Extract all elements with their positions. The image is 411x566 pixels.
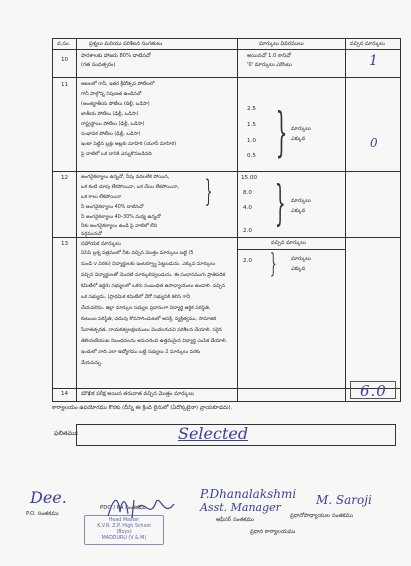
header-sno: వ.సం.: [57, 41, 71, 47]
row-text: ఒక కంటి చూపు లేకపోయినా, ఒక చేయి లేకపోయినా,: [81, 185, 180, 190]
row-text: ఇందులో నాది ఎలా ఉద్యోగము బట్టి సభ్యులు 2 మార్కులు వరకు: [81, 350, 201, 355]
row-divider: [53, 171, 400, 172]
row-divider: [53, 49, 400, 50]
row-text: మౌఖిక పరీక్ష అయిన తరువాత వచ్చిన మొత్తం మార్కులు: [81, 391, 194, 397]
row-title: సహాయక మార్కులు: [81, 241, 121, 247]
row-text: పై వాటిలో ఒక దానికి ఎన్నుకొనబడినది: [81, 152, 152, 157]
row-text: సేవాతత్పరత, నాయకత్వలక్షణములు మొదలగునవి పరిశీలన చేయాలి. సరైన: [81, 328, 223, 333]
row-text: నీ అంగవైకల్యాలు 40% దాటినచో: [81, 205, 144, 210]
row-text: కమిటీలో ఇద్దరు సభ్యులలో ఒకరు సంబంధిత ఉపాధ్యాయులు ఉండాలి. వచ్చిన: [81, 284, 226, 289]
row-divider: [53, 77, 400, 78]
row-text: పారశాలకు హాజరు 80% దాటినచో: [81, 53, 151, 59]
marks-header: వచ్చిన మార్కులు: [271, 240, 306, 246]
row-divider: [53, 237, 400, 238]
asst-signature-name: P.Dhanalakshmi: [200, 487, 297, 501]
score-value: 2.5: [247, 106, 256, 112]
score-value: 2.0: [243, 228, 252, 234]
col-divider: [345, 39, 346, 401]
po-signature: Dee.: [30, 488, 67, 507]
stamp-text: Head Master: [108, 518, 140, 523]
row-text: వర్గమునచో: [81, 232, 102, 237]
asst-signature-title: Asst. Manager: [200, 501, 281, 514]
marks-label: మార్కులు: [291, 256, 311, 262]
row-number: 11: [61, 82, 69, 88]
row-text: గానీ పాల్గొన్న నిపుణత ఉండినచో: [81, 92, 142, 97]
row-text: నీకు అంగవైకల్యాలు ఉండి పై వాటిలో లేని: [81, 224, 158, 229]
score-value: 1.0: [247, 138, 256, 144]
row-text: ఒక సభ్యుడు, (ప్రాథమిక కమిటీలో వేరో సభ్యునికి కలిసి గానీ: [81, 295, 191, 300]
header-parameter: ప్రశ్నలు మరియు పరిశీలన సంగతులు: [89, 41, 163, 47]
row-text: ఆటలలో గానీ, ఇతర క్రీడోత్సవ పోటీలలో: [81, 82, 155, 87]
headmaster-signature: [104, 490, 184, 522]
awarded-mark: 1: [369, 53, 378, 69]
total-box: [350, 381, 396, 399]
row-text: ఒక కాలు లేకపోయినా: [81, 195, 122, 200]
evaluation-table: [52, 38, 401, 402]
sub-divider: [237, 249, 345, 250]
score-value: 2.0: [243, 258, 252, 264]
score-value: 0.5: [247, 153, 256, 159]
row-text: జాతీయ పోటీలు (ఢిల్లీ, ఒడిసా): [81, 112, 139, 117]
row-text: చేయవలెను. జిల్లా మార్కుల సభ్యుల ప్రధానంగా విద్యార్థి ఆర్థిక పరిస్థితి,: [81, 306, 211, 311]
stamp-text: K.V.R. Z.P. High School (Boys): [97, 523, 151, 535]
row-text: వేయవచ్చు.: [81, 361, 103, 366]
principal-label: ప్రధానోపాధ్యాయుల సంతకము: [290, 513, 353, 519]
principal-signature: M. Saroji: [316, 493, 372, 507]
row-number: 14: [61, 391, 69, 397]
row-text: రాష్ట్రస్థాయి పోటీలు (ఢిల్లీ, ఒడిసా): [81, 122, 145, 127]
row-text: తెలియజేయుట నిబంధనలను అనుసరించి ఉత్తమమైన విద్యార్థి ఎంపిక చేయాలి.: [81, 339, 228, 344]
result-label: ఫలితము:: [54, 430, 79, 437]
marks-text: '0' మార్కులు ఎకౌంటు: [247, 62, 292, 68]
row-text: నుండి ౪ వరకు) విద్యార్థులకు ఇంటర్వ్యూ పెట్టబడును. ఎక్కువ మార్కులు: [81, 262, 216, 267]
row-number: 12: [61, 175, 69, 181]
result-value: Selected: [178, 424, 249, 443]
col-divider: [76, 39, 77, 401]
row-number: 13: [61, 241, 69, 247]
right-brace: }: [274, 175, 286, 231]
header-awarded: వచ్చిన మార్కులు: [350, 41, 385, 47]
stamp-text: MADDURU (V & M): [101, 535, 147, 541]
right-brace: }: [204, 174, 213, 209]
row-number: 10: [61, 57, 69, 63]
asst-label: ఆఫీసర్ సంతకము: [216, 517, 254, 523]
score-value: 8.0: [243, 190, 252, 196]
header-marks: మార్కులు వివరములు: [259, 41, 304, 47]
pdo-label: PDO / PA సంతకము: [100, 505, 147, 511]
row-divider: [53, 388, 400, 389]
office-label: ప్రధాన కార్యాలయము: [250, 529, 296, 535]
marks-label: ఎక్కువ: [291, 208, 306, 214]
row-text: అంగవైకల్యాలు ఉన్నచో, నీపు వదలలేక పోయిన,: [81, 175, 170, 180]
row-text: వచ్చిన విద్యార్థులతో మొదటి మార్కులివ్వబడును. ఈ సంధానముగు ప్రాతిపదిక: [81, 273, 226, 278]
right-brace: }: [275, 103, 288, 163]
marks-label: ఎక్కువ: [291, 136, 306, 142]
total-marks: 6.0: [360, 382, 387, 400]
row-text: (గత సంవత్సరం): [81, 62, 116, 68]
row-text: (అంతర్జాతీయ పోటీలు (దిల్లీ, ఒడిసా): [81, 102, 150, 107]
awarded-mark: 0: [370, 136, 378, 150]
marks-label: మార్కులు: [291, 198, 311, 204]
row-text: నీ అంగవైకల్యాలు 40–30% మధ్య ఉన్నచో: [81, 215, 161, 220]
row-text: ఏసిపి బ్రశ్న పత్రములో నీకు వచ్చిన మొత్తం మార్కులు బట్టి (5: [81, 251, 194, 256]
row-text: సంభావిక పోటీలు (ఢిల్లీ, ఒడిసా): [81, 132, 141, 137]
right-brace: }: [269, 249, 277, 279]
score-value: 1.5: [247, 122, 256, 128]
marks-label: మార్కులు: [291, 126, 311, 132]
marks-text: అయినచో 1.0 కానిచో: [247, 53, 291, 59]
row-text: ఇంటా పెట్టిన బ్రశ్లు ఆట్లకు మాహిరి (యూనీ మాహిరి): [81, 142, 177, 147]
footnote: కార్యాలయం ఉపయోగము కొరకు (దీన్ని ఈ క్రింది లైనులో (ఏదొక్కటైనా) వ్రాయకూడదు).: [52, 405, 233, 411]
col-divider: [237, 39, 238, 401]
row-text: కుటుంబ పరిస్థితి, చదువు కొనసాగించుటలో ఆసక్తి, వ్యక్తిత్వము, సామాజిక: [81, 317, 217, 322]
marks-label: ఎక్కువ: [291, 266, 306, 272]
score-value: 4.0: [243, 205, 252, 211]
po-label: P.O. సంతకము: [26, 511, 59, 517]
score-value: 15.00: [241, 175, 258, 181]
